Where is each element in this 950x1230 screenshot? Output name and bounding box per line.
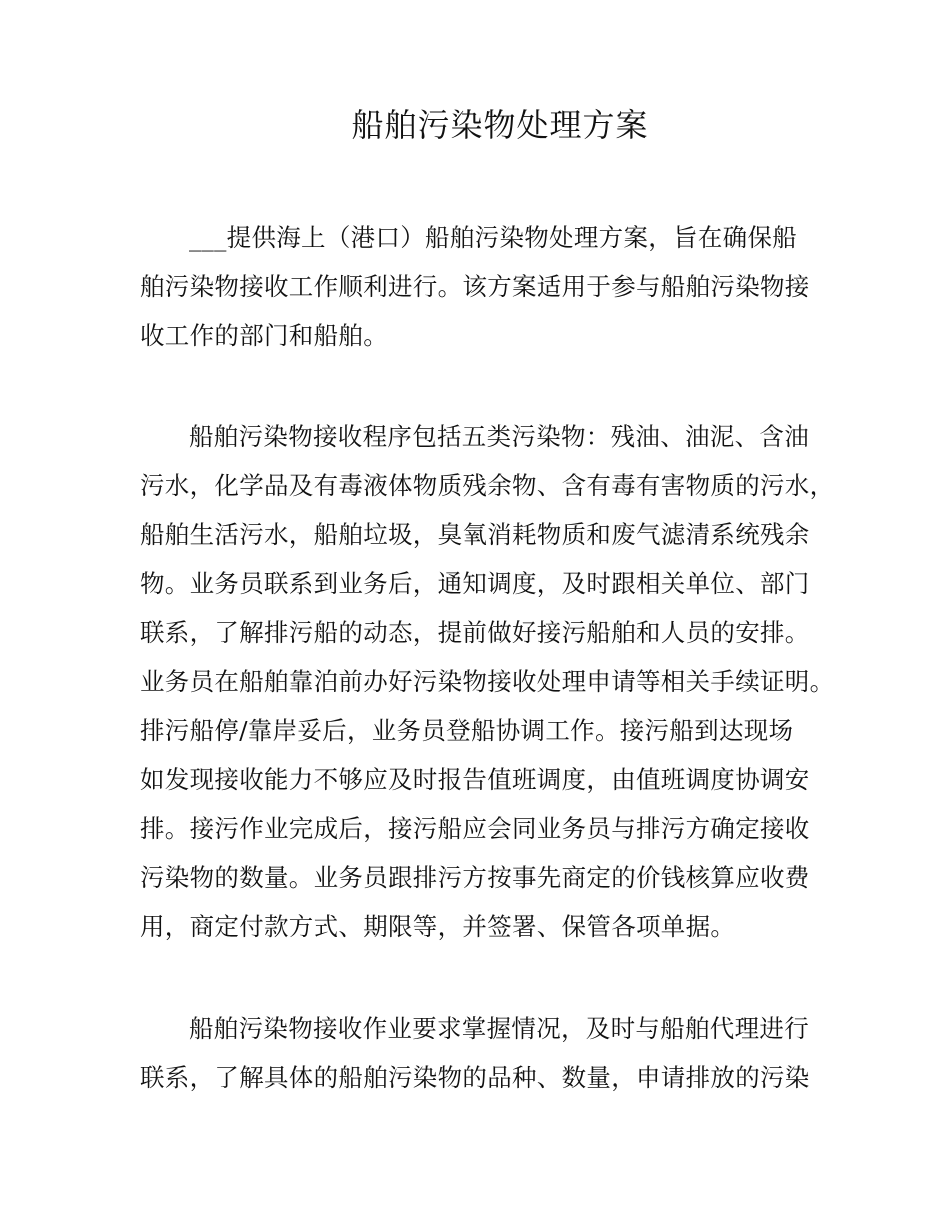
paragraph-line: 污染物的数量。业务员跟排污方按事先商定的价钱核算应收费: [140, 863, 810, 892]
paragraph-line: 排。接污作业完成后，接污船应会同业务员与排污方确定接收: [140, 814, 810, 843]
paragraph-line: ___提供海上（港口）船舶污染物处理方案，旨在确保船: [189, 223, 798, 252]
paragraph-line: 排污船停/靠岸妥后，业务员登船协调工作。接污船到达现场: [140, 716, 794, 745]
paragraph-requirements: [140, 1004, 840, 1102]
paragraph-line: 船舶生活污水，船舶垃圾，臭氧消耗物质和废气滤清系统残余: [140, 520, 810, 549]
paragraph-line: 业务员在船舶靠泊前办好污染物接收处理申请等相关手续证明。: [140, 667, 835, 696]
paragraph-line: 用，商定付款方式、期限等，并签署、保管各项单据。: [140, 912, 736, 941]
paragraph-line: 船舶污染物接收作业要求掌握情况，及时与船舶代理进行: [189, 1014, 809, 1043]
paragraph-intro: [140, 213, 840, 360]
paragraph-line: 联系，了解具体的船舶污染物的品种、数量，申请排放的污染: [140, 1063, 810, 1092]
paragraph-line: 物。业务员联系到业务后，通知调度，及时跟相关单位、部门: [140, 569, 810, 598]
paragraph-line: 污水，化学品及有毒液体物质残余物、含有毒有害物质的污水，: [140, 471, 835, 500]
document-title: 船舶污染物处理方案: [351, 106, 649, 144]
paragraph-line: 收工作的部门和船舶。: [140, 321, 388, 350]
paragraph-line: 舶污染物接收工作顺利进行。该方案适用于参与船舶污染物接: [140, 272, 810, 301]
paragraph-line: 如发现接收能力不够应及时报告值班调度，由值班调度协调安: [140, 765, 810, 794]
paragraph-line: 联系，了解排污船的动态，提前做好接污船舶和人员的安排。: [140, 618, 810, 647]
paragraph-procedure: [140, 412, 840, 951]
paragraph-line: 船舶污染物接收程序包括五类污染物：残油、油泥、含油: [189, 422, 809, 451]
